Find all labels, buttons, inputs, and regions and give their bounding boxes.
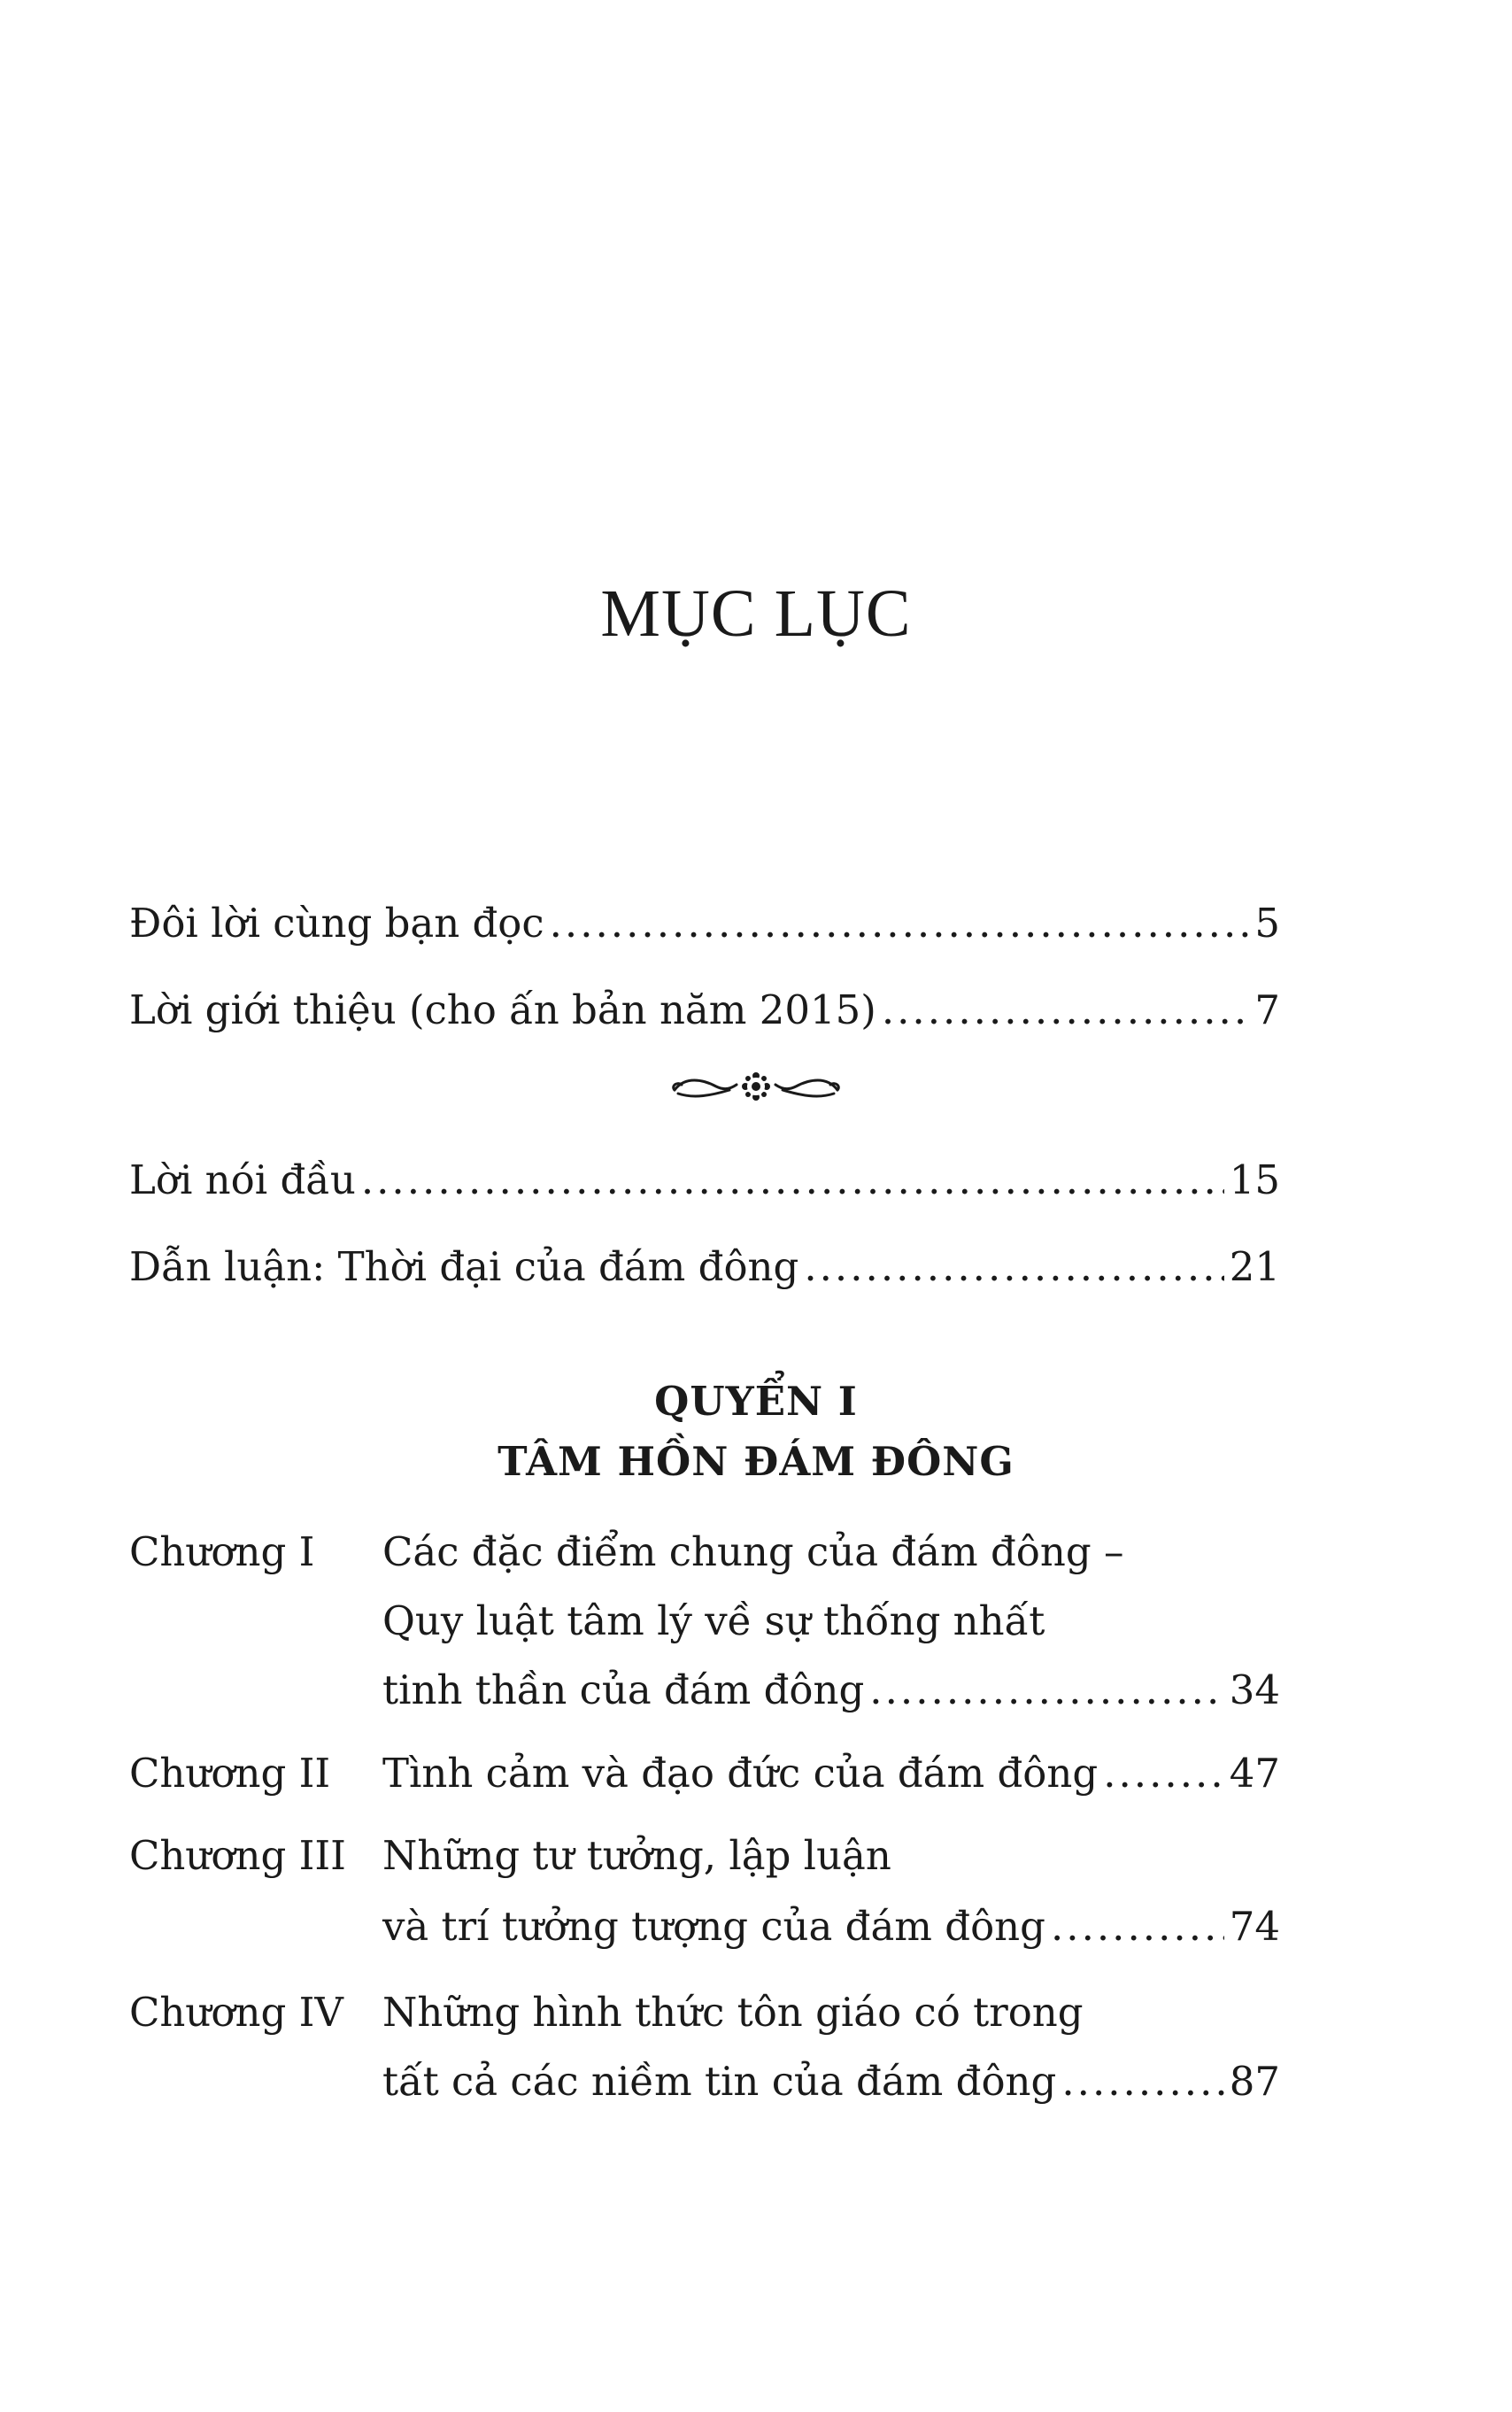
toc-entry-label: Lời giới thiệu (cho ấn bản năm 2015) (129, 986, 876, 1033)
chapter-name: Chương II (129, 1750, 331, 1797)
dot-leader (804, 1247, 1223, 1287)
dot-leader (1051, 1906, 1224, 1946)
toc-entry-intro-1[interactable] (129, 1156, 1280, 1203)
toc-entry-label: Tình cảm và đạo đức của đám đông (382, 1750, 1099, 1797)
chapter-name: Chương IV (129, 1989, 343, 2036)
toc-entry-label: tinh thần của đám đông (382, 1666, 865, 1713)
toc-entry-page: 74 (1229, 1903, 1280, 1950)
dot-leader (882, 990, 1250, 1030)
toc-entry-label: tất cả các niềm tin của đám đông (382, 2058, 1057, 2105)
toc-entry-page: 15 (1229, 1156, 1280, 1203)
toc-entry-label: Lời nói đầu (129, 1156, 356, 1203)
toc-entry-page: 5 (1254, 900, 1280, 947)
toc-entry-page: 47 (1229, 1750, 1280, 1797)
toc-entry-label: Đôi lời cùng bạn đọc (129, 900, 544, 947)
toc-entry-page: 87 (1229, 2058, 1280, 2105)
toc-entry-page: 21 (1229, 1243, 1280, 1290)
toc-entry-page: 7 (1254, 986, 1280, 1033)
page-title: MỤC LỤC (600, 576, 912, 651)
chapter-name: Chương III (129, 1832, 346, 1879)
chapter-title-line: Quy luật tâm lý về sự thống nhất (382, 1597, 1045, 1644)
chapter-name: Chương I (129, 1528, 315, 1575)
ornament-svg (667, 1067, 845, 1106)
dot-leader (550, 903, 1250, 943)
toc-entry-label: Dẫn luận: Thời đại của đám đông (129, 1243, 799, 1290)
toc-entry-chapter-3[interactable] (382, 1903, 1280, 1950)
dot-leader (1061, 2061, 1223, 2101)
toc-entry-front-1[interactable] (129, 900, 1280, 947)
toc-entry-page: 34 (1229, 1666, 1280, 1713)
chapter-title-line: Các đặc điểm chung của đám đông – (382, 1528, 1124, 1575)
part-title: TÂM HỒN ĐÁM ĐÔNG (498, 1438, 1014, 1485)
chapter-title-line: Những tư tưởng, lập luận (382, 1832, 891, 1879)
toc-entry-front-2[interactable] (129, 986, 1280, 1033)
dot-leader (1103, 1753, 1224, 1793)
dot-leader (869, 1670, 1223, 1710)
part-label: QUYỂN I (654, 1378, 858, 1425)
chapter-title-line: Những hình thức tôn giáo có trong (382, 1989, 1084, 2036)
toc-entry-label: và trí tưởng tượng của đám đông (382, 1903, 1045, 1950)
toc-entry-chapter-2[interactable] (382, 1750, 1280, 1797)
ornament-divider-icon (0, 1067, 1512, 1109)
dot-leader (361, 1160, 1224, 1200)
toc-entry-chapter-1[interactable] (382, 1666, 1280, 1713)
toc-entry-chapter-4[interactable] (382, 2058, 1280, 2105)
toc-entry-intro-2[interactable] (129, 1243, 1280, 1290)
